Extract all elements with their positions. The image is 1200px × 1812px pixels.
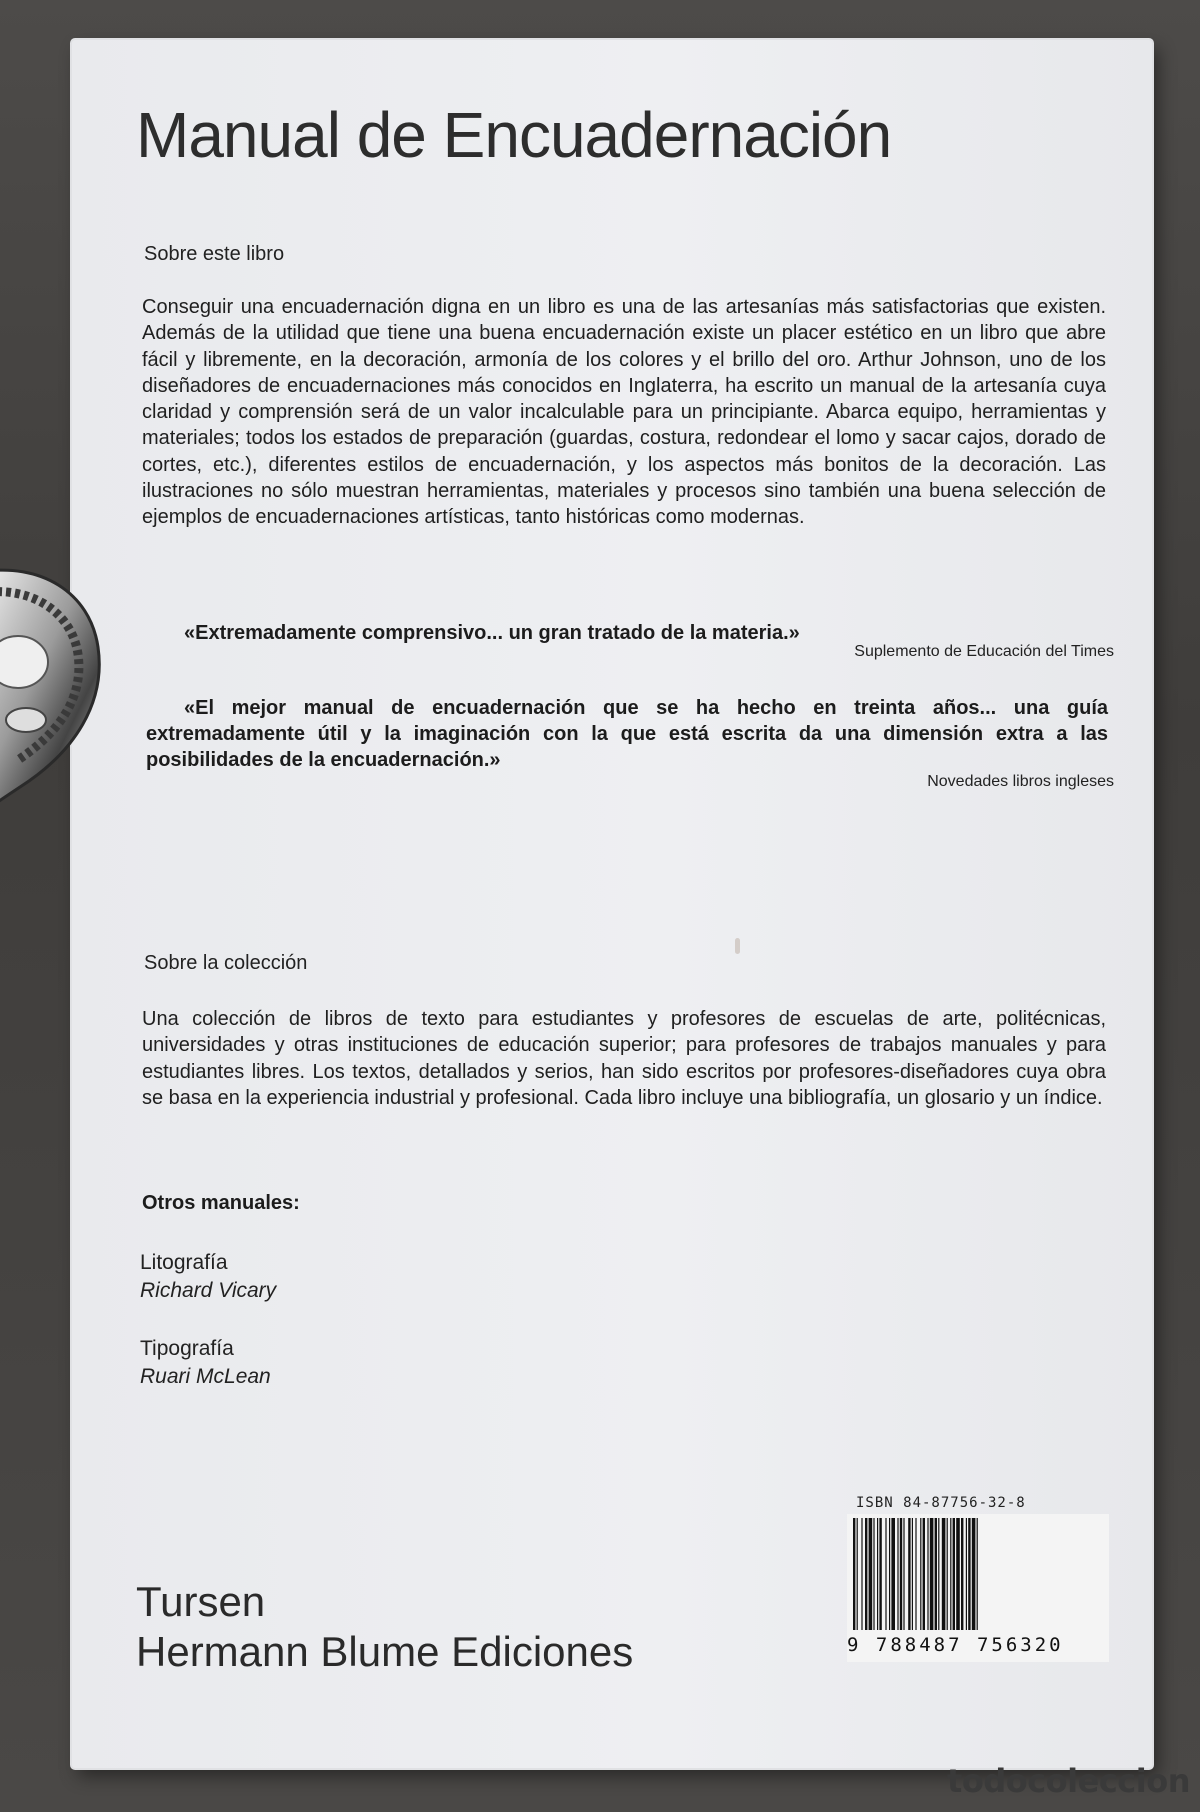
about-collection-label: Sobre la colección: [144, 952, 308, 974]
barcode-bar: [889, 1518, 890, 1630]
other-manual-item: [140, 1335, 271, 1391]
quote-2-source: Novedades libros ingleses: [927, 773, 1114, 790]
barcode-bar: [869, 1518, 873, 1630]
barcode-bar: [935, 1518, 937, 1630]
barcode-number: 9 788487 756320: [847, 1634, 1064, 1656]
other-manuals-heading: Otros manuales:: [142, 1192, 300, 1214]
barcode-bar: [961, 1518, 963, 1630]
barcode-bar: [873, 1518, 874, 1630]
barcode-bar: [953, 1518, 955, 1630]
quote-2: «El mejor manual de encuadernación que se ha hecho en treinta años... una guía extremadamente útil y la imaginación con la que está escrita da una dimensión extra a las posibilidades de la encuadernación.»: [146, 697, 1108, 771]
publisher-line-2: Hermann Blume Ediciones: [136, 1628, 634, 1675]
manual-author: Richard Vicary: [140, 1279, 277, 1302]
metal-clasp-object: [0, 552, 120, 852]
barcode-bar: [956, 1518, 960, 1630]
barcode-bar: [912, 1518, 913, 1630]
barcode-bar: [947, 1518, 948, 1630]
barcode-icon: [853, 1518, 1103, 1638]
manual-title: Litografía: [140, 1251, 228, 1274]
about-collection-text: Una colección de libros de texto para estudiantes y profesores de escuelas de arte, politécnicas, universidades y otras instituciones de educación superior; para profesores de trabajos manuales y para estudiantes libres. Los textos, detallados y serios, han sido escritos por profesores-diseñadores cuya obra se basa en la experiencia industrial y profesional. Cada libro incluye una bibliografía, un glosario y un índice.: [142, 1008, 1106, 1109]
barcode-bar: [891, 1518, 895, 1630]
barcode-bar: [900, 1518, 902, 1630]
quote-1-source: Suplemento de Educación del Times: [854, 643, 1114, 660]
book-back-cover: [72, 40, 1152, 1768]
barcode-bar: [903, 1518, 904, 1630]
barcode-bar: [861, 1518, 862, 1630]
barcode-bar: [915, 1518, 916, 1630]
barcode-bar: [942, 1518, 946, 1630]
barcode-bar: [930, 1518, 934, 1630]
barcode-bar: [879, 1518, 881, 1630]
book-title: Manual de Encuadernación: [136, 99, 892, 171]
barcode-bar: [968, 1518, 970, 1630]
barcode-bar: [857, 1518, 858, 1630]
quote-1: «Extremadamente comprensivo... un gran tratado de la materia.»: [184, 622, 800, 644]
cover-speck: [735, 938, 740, 954]
publisher: [136, 1577, 633, 1677]
barcode-bar: [853, 1518, 855, 1630]
manual-title: Tipografía: [140, 1337, 234, 1360]
publisher-line-1: Tursen: [136, 1578, 266, 1625]
barcode: [847, 1514, 1109, 1662]
barcode-bar: [908, 1518, 910, 1630]
barcode-bar: [877, 1518, 878, 1630]
manual-author: Ruari McLean: [140, 1365, 271, 1388]
about-book-label: Sobre este libro: [144, 243, 285, 265]
isbn-label: ISBN 84-87756-32-8: [856, 1495, 1026, 1511]
watermark-logo: todocoleccion: [947, 1762, 1190, 1800]
other-manual-item: [140, 1249, 276, 1305]
barcode-bar: [920, 1518, 921, 1630]
barcode-bar: [950, 1518, 951, 1630]
barcode-bar: [927, 1518, 928, 1630]
barcode-bar: [938, 1518, 939, 1630]
barcode-bar: [923, 1518, 925, 1630]
barcode-bar: [977, 1518, 978, 1630]
barcode-bar: [897, 1518, 898, 1630]
barcode-bar: [885, 1518, 886, 1630]
barcode-bar: [972, 1518, 976, 1630]
about-book-text: Conseguir una encuadernación digna en un libro es una de las artesanías más satisfactorias que existen. Además de la utilidad que tiene una buena encuadernación existe un placer estético en un libro que abre fácil y libremente, en la decoración, armonía de los colores y el brillo del oro. Arthur Johnson, uno de los diseñadores de encuadernaciones más conocidos en Inglaterra, ha escrito un manual de la artesanía cuya claridad y comprensión será de un valor incalculable para un principiante. Abarca equipo, herramientas y materiales; todos los estados de preparación (guardas, costura, redondear el lomo y sacar cajos, dorado de cortes, etc.), diferentes estilos de encuadernación, y los aspectos más bonitos de la decoración. Las ilustraciones no sólo muestran herramientas, materiales y procesos sino también una buena selección de ejemplos de encuadernaciones artísticas, tanto históricas como modernas.: [142, 296, 1106, 529]
barcode-bar: [966, 1518, 967, 1630]
barcode-bar: [865, 1518, 867, 1630]
